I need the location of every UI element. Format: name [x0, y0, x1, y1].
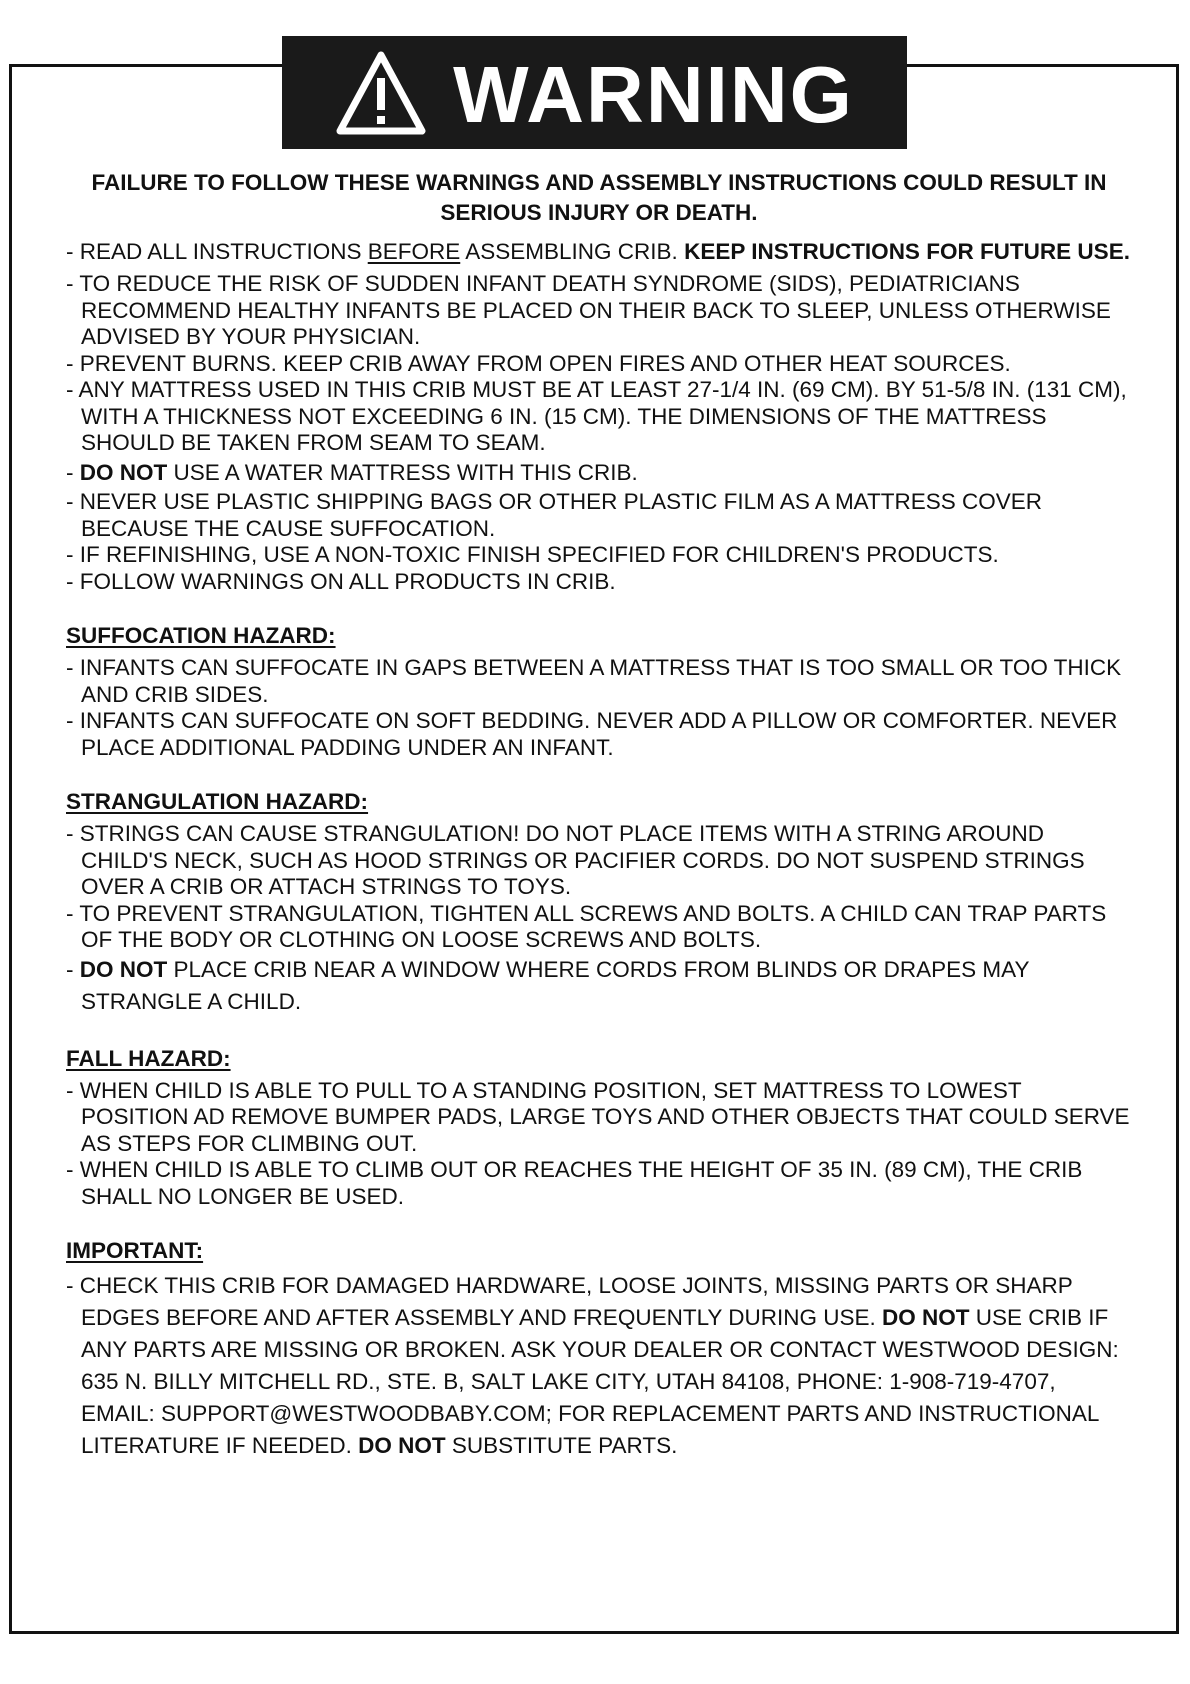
intro-statement: FAILURE TO FOLLOW THESE WARNINGS AND ASSEMBLY INSTRUCTIONS COULD RESULT IN SERIOUS INJURY OR DEATH. — [91, 170, 1107, 225]
warning-banner — [282, 36, 907, 149]
strangulation-section — [66, 787, 1132, 1018]
plastic-bags-item: - NEVER USE PLASTIC SHIPPING BAGS OR OTHER PLASTIC FILM AS A MATTRESS COVER BECAUSE THE CAUSE SUFFOCATION. — [66, 489, 1043, 541]
mattress-size-item: - ANY MATTRESS USED IN THIS CRIB MUST BE AT LEAST 27-1/4 IN. (69 CM). BY 51-5/8 IN. (131 CM), WITH A THICKNESS NOT EXCEEDING 6 IN. (15 CM). THE DIMENSIONS OF THE MATTRESS SHOULD BE TAKEN FROM SEAM TO SEAM. — [66, 377, 1127, 455]
burns-item: - PREVENT BURNS. KEEP CRIB AWAY FROM OPEN FIRES AND OTHER HEAT SOURCES. — [66, 350, 1011, 376]
strangulation-heading: STRANGULATION HAZARD: — [66, 789, 369, 814]
list-item: - STRINGS CAN CAUSE STRANGULATION! DO NOT PLACE ITEMS WITH A STRING AROUND CHILD'S NECK, SUCH AS HOOD STRINGS OR PACIFIER CORDS. DO NOT SUSPEND STRINGS OVER A CRIB OR ATTACH STRINGS TO TOYS. — [66, 821, 1085, 899]
list-item: - TO PREVENT STRANGULATION, TIGHTEN ALL SCREWS AND BOLTS. A CHILD CAN TRAP PARTS OF THE BODY OR CLOTHING ON LOOSE SCREWS AND BOLTS. — [66, 900, 1107, 952]
warning-triangle-icon — [335, 50, 427, 136]
follow-warnings-item: - FOLLOW WARNINGS ON ALL PRODUCTS IN CRIB. — [66, 568, 616, 594]
important-heading: IMPORTANT: — [66, 1238, 204, 1263]
read-instructions-item: - READ ALL INSTRUCTIONS BEFORE ASSEMBLING CRIB. KEEP INSTRUCTIONS FOR FUTURE USE. — [66, 239, 1130, 264]
fall-heading: FALL HAZARD: — [66, 1045, 231, 1071]
list-item: - WHEN CHILD IS ABLE TO CLIMB OUT OR REACHES THE HEIGHT OF 35 IN. (89 CM), THE CRIB SHALL NO LONGER BE USED. — [66, 1157, 1083, 1209]
warning-content — [66, 168, 1132, 1462]
list-item: - WHEN CHILD IS ABLE TO PULL TO A STANDING POSITION, SET MATTRESS TO LOWEST POSITION AD REMOVE BUMPER PADS, LARGE TOYS AND OTHER OBJECTS THAT COULD SERVE AS STEPS FOR CLIMBING OUT. — [66, 1077, 1130, 1156]
fall-section — [66, 1044, 1132, 1211]
suffocation-section — [66, 621, 1132, 761]
refinishing-item: - IF REFINISHING, USE A NON-TOXIC FINISH SPECIFIED FOR CHILDREN'S PRODUCTS. — [66, 542, 999, 567]
sids-item: - TO REDUCE THE RISK OF SUDDEN INFANT DEATH SYNDROME (SIDS), PEDIATRICIANS RECOMMEND HEALTHY INFANTS BE PLACED ON THEIR BACK TO SLEEP, UNLESS OTHERWISE ADVISED BY YOUR PHYSICIAN. — [66, 271, 1111, 349]
water-mattress-item: - DO NOT USE A WATER MATTRESS WITH THIS CRIB. — [66, 459, 638, 485]
list-item: - INFANTS CAN SUFFOCATE ON SOFT BEDDING. NEVER ADD A PILLOW OR COMFORTER. NEVER PLACE ADDITIONAL PADDING UNDER AN INFANT. — [66, 708, 1118, 760]
warning-title: WARNING — [453, 49, 854, 139]
suffocation-heading: SUFFOCATION HAZARD: — [66, 623, 336, 648]
check-crib-item: - CHECK THIS CRIB FOR DAMAGED HARDWARE, LOOSE JOINTS, MISSING PARTS OR SHARP EDGES BEFORE AND AFTER ASSEMBLY AND FREQUENTLY DURING USE. DO NOT USE CRIB IF ANY PARTS ARE MISSING OR BROKEN. ASK YOUR DEALER OR CONTACT WESTWOOD DESIGN: 635 N. BILLY MITCHELL RD., STE. B, SALT LAKE CITY, UTAH 84108, PHONE: 1-908-719-4707, EMAIL: SUPPORT@WESTWOODBABY.COM; FOR REPLACEMENT PARTS AND INSTRUCTIONAL LITERATURE IF NEEDED. DO NOT SUBSTITUTE PARTS. — [66, 1273, 1119, 1458]
window-cords-item: - DO NOT PLACE CRIB NEAR A WINDOW WHERE CORDS FROM BLINDS OR DRAPES MAY STRANGLE A CHILD. — [66, 956, 1030, 1014]
important-section — [66, 1236, 1132, 1462]
list-item: - INFANTS CAN SUFFOCATE IN GAPS BETWEEN A MATTRESS THAT IS TOO SMALL OR TOO THICK AND CRIB SIDES. — [66, 655, 1122, 707]
